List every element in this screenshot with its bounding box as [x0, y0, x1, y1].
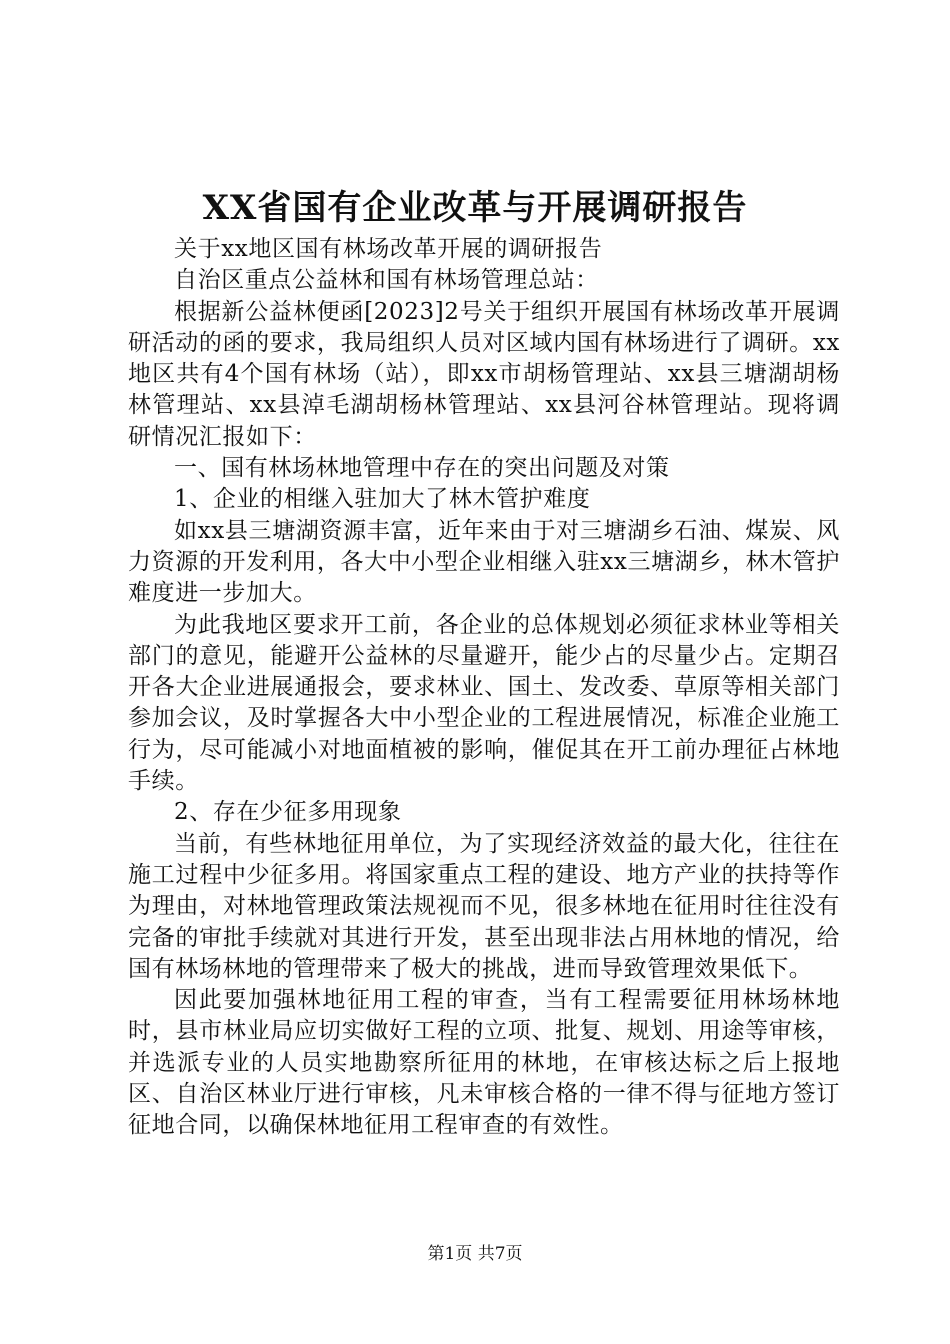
section-heading: 一、国有林场林地管理中存在的突出问题及对策	[174, 455, 670, 482]
page-number-footer: 第1页 共7页	[427, 1244, 523, 1264]
document-title: XX省国有企业改革与开展调研报告	[202, 188, 748, 228]
paragraph: 关于xx地区国有林场改革开展的调研报告	[174, 236, 603, 262]
subsection-heading: 2、存在少征多用现象	[174, 799, 402, 826]
document-body	[128, 234, 840, 1142]
subsection-heading: 1、企业的相继入驻加大了林木管护难度	[174, 486, 591, 513]
paragraph: 因此要加强林地征用工程的审查，当有工程需要征用林场林地时，县市林业局应切实做好工程的立项、批复、规划、用途等审核，并选派专业的人员实地勘察所征用的林地，在审核达标之后上报地区、自治区林业厅进行审核，凡未审核合格的一律不得与征地方签订征地合同，以确保林地征用工程审查的有效性。	[128, 987, 840, 1139]
paragraph: 自治区重点公益林和国有林场管理总站：	[174, 267, 599, 294]
paragraph: 为此我地区要求开工前，各企业的总体规划必须征求林业等相关部门的意见，能避开公益林的尽量避开，能少占的尽量少占。定期召开各大企业进展通报会，要求林业、国土、发改委、草原等相关部门参加会议，及时掌握各大中小型企业的工程进展情况，标准企业施工行为，尽可能减小对地面植被的影响，催促其在开工前办理征占林地手续。	[128, 611, 840, 795]
paragraph: 根据新公益林便函[2023]2号关于组织开展国有林场改革开展调研活动的函的要求，我局组织人员对区域内国有林场进行了调研。xx地区共有4个国有林场（站），即xx市胡杨管理站、xx县三塘湖胡杨林管理站、xx县淖毛湖胡杨林管理站、xx县河谷林管理站。现将调研情况汇报如下：	[128, 298, 840, 450]
paragraph: 当前，有些林地征用单位，为了实现经济效益的最大化，往往在施工过程中少征多用。将国家重点工程的建设、地方产业的扶持等作为理由，对林地管理政策法规视而不见，很多林地在征用时往往没有完备的审批手续就对其进行开发，甚至出现非法占用林地的情况，给国有林场林地的管理带来了极大的挑战，进而导致管理效果低下。	[128, 830, 840, 982]
paragraph: 如xx县三塘湖资源丰富，近年来由于对三塘湖乡石油、煤炭、风力资源的开发利用，各大中小型企业相继入驻xx三塘湖乡，林木管护难度进一步加大。	[128, 517, 840, 607]
